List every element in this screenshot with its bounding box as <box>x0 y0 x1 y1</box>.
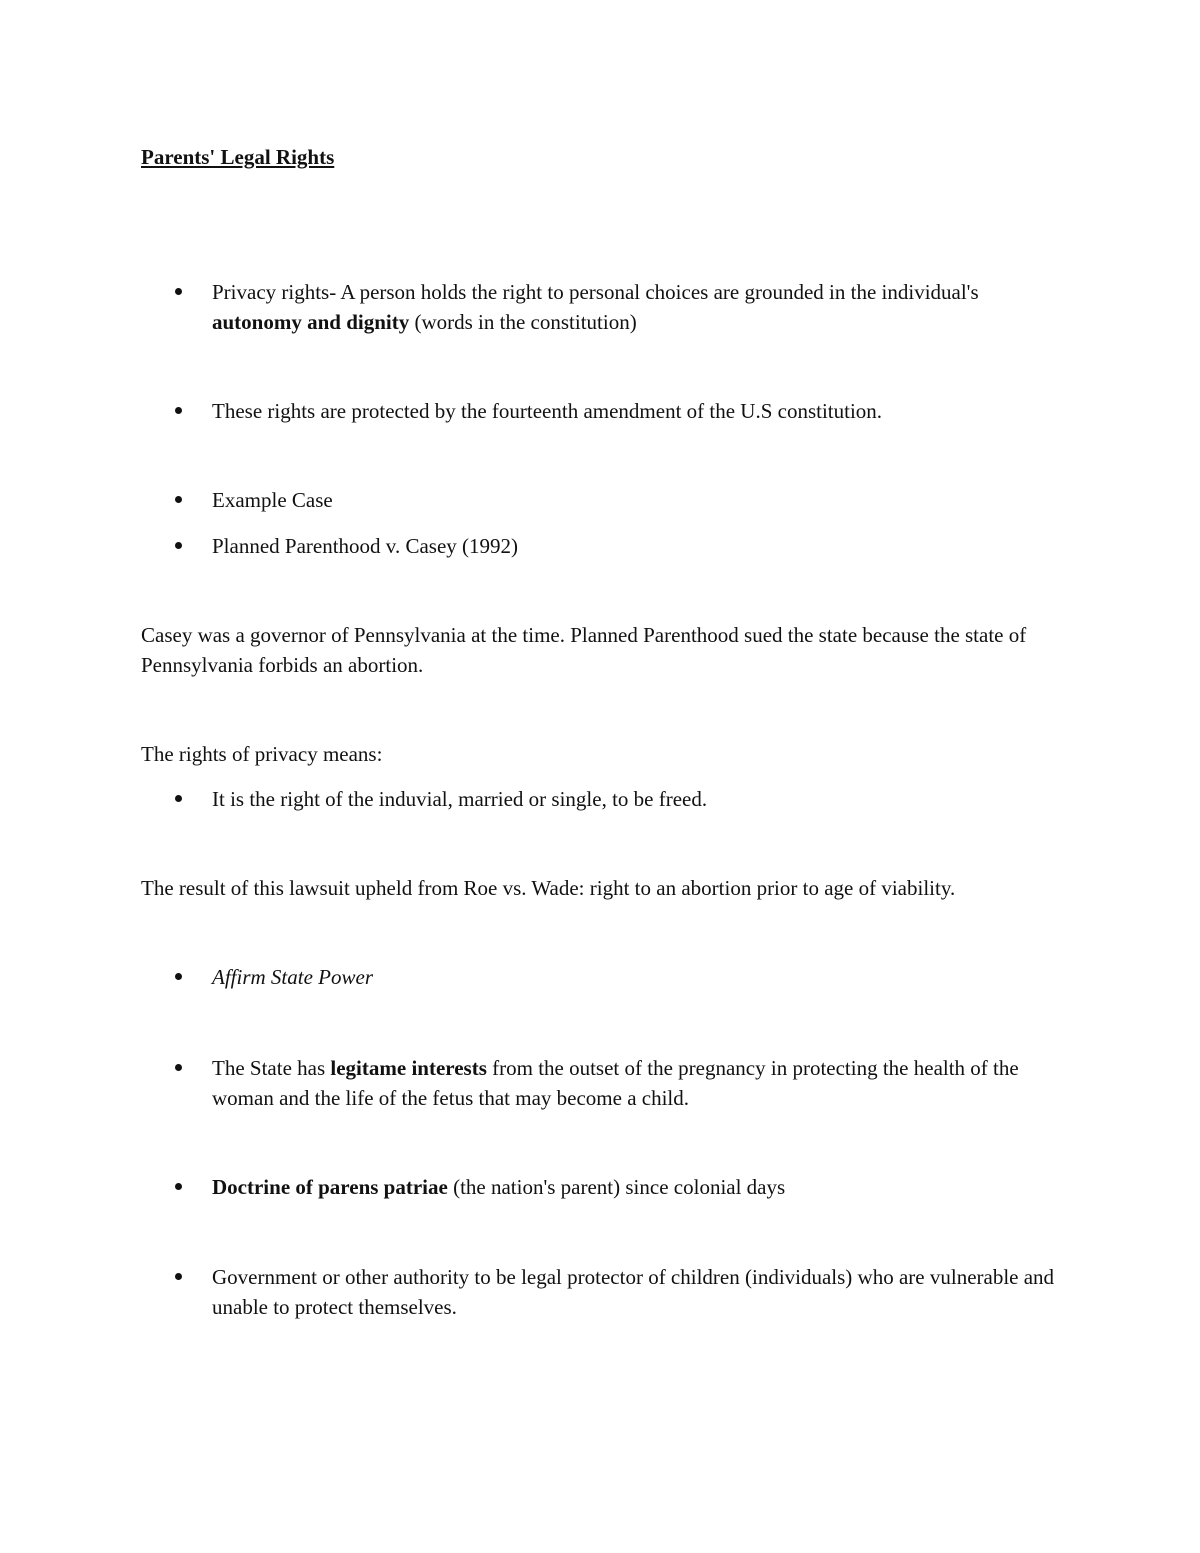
text-run: (words in the constitution) <box>409 310 637 334</box>
bold-text: autonomy and dignity <box>212 310 410 334</box>
list-item-text <box>212 1053 1072 1113</box>
text-run: from the outset of the pregnancy in protecting the health of the woman and the life of the fetus that may become a child. <box>212 1056 1019 1110</box>
paragraph-privacy-means: The rights of privacy means: <box>141 742 383 766</box>
bold-text: legitame interests <box>330 1056 487 1080</box>
paragraph-casey-background: Casey was a governor of Pennsylvania at the time. Planned Parenthood sued the state because the state of Pennsylvania forbids an abortion. <box>141 623 1027 677</box>
list-item-text: Planned Parenthood v. Casey (1992) <box>212 534 518 558</box>
list-item-text: It is the right of the induvial, married or single, to be freed. <box>212 787 708 811</box>
list-item-text: Example Case <box>212 488 333 512</box>
italic-text: Affirm State Power <box>212 965 373 989</box>
bold-text: Doctrine of parens patriae <box>212 1175 448 1199</box>
list-item-text <box>212 962 1072 992</box>
bullet-icon <box>175 542 182 549</box>
bullet-icon <box>175 1183 182 1190</box>
list-item-text <box>212 1172 1072 1202</box>
text-run: Privacy rights- A person holds the right to personal choices are grounded in the individual's <box>212 280 979 304</box>
bullet-icon <box>175 496 182 503</box>
bullet-icon <box>175 973 182 980</box>
bullet-icon <box>175 1064 182 1071</box>
list-item-text: Government or other authority to be legal protector of children (individuals) who are vulnerable and unable to protect themselves. <box>212 1265 1055 1319</box>
document-title: Parents' Legal Rights <box>141 145 335 169</box>
list-item-text: These rights are protected by the fourteenth amendment of the U.S constitution. <box>212 399 883 423</box>
list-item-text <box>212 277 1072 337</box>
bullet-icon <box>175 288 182 295</box>
text-run: The State has <box>212 1056 331 1080</box>
bullet-icon <box>175 1273 182 1280</box>
bullet-icon <box>175 407 182 414</box>
paragraph-lawsuit-result: The result of this lawsuit upheld from Roe vs. Wade: right to an abortion prior to age of viability. <box>141 876 956 900</box>
bullet-icon <box>175 795 182 802</box>
text-run: (the nation's parent) since colonial days <box>447 1175 786 1199</box>
